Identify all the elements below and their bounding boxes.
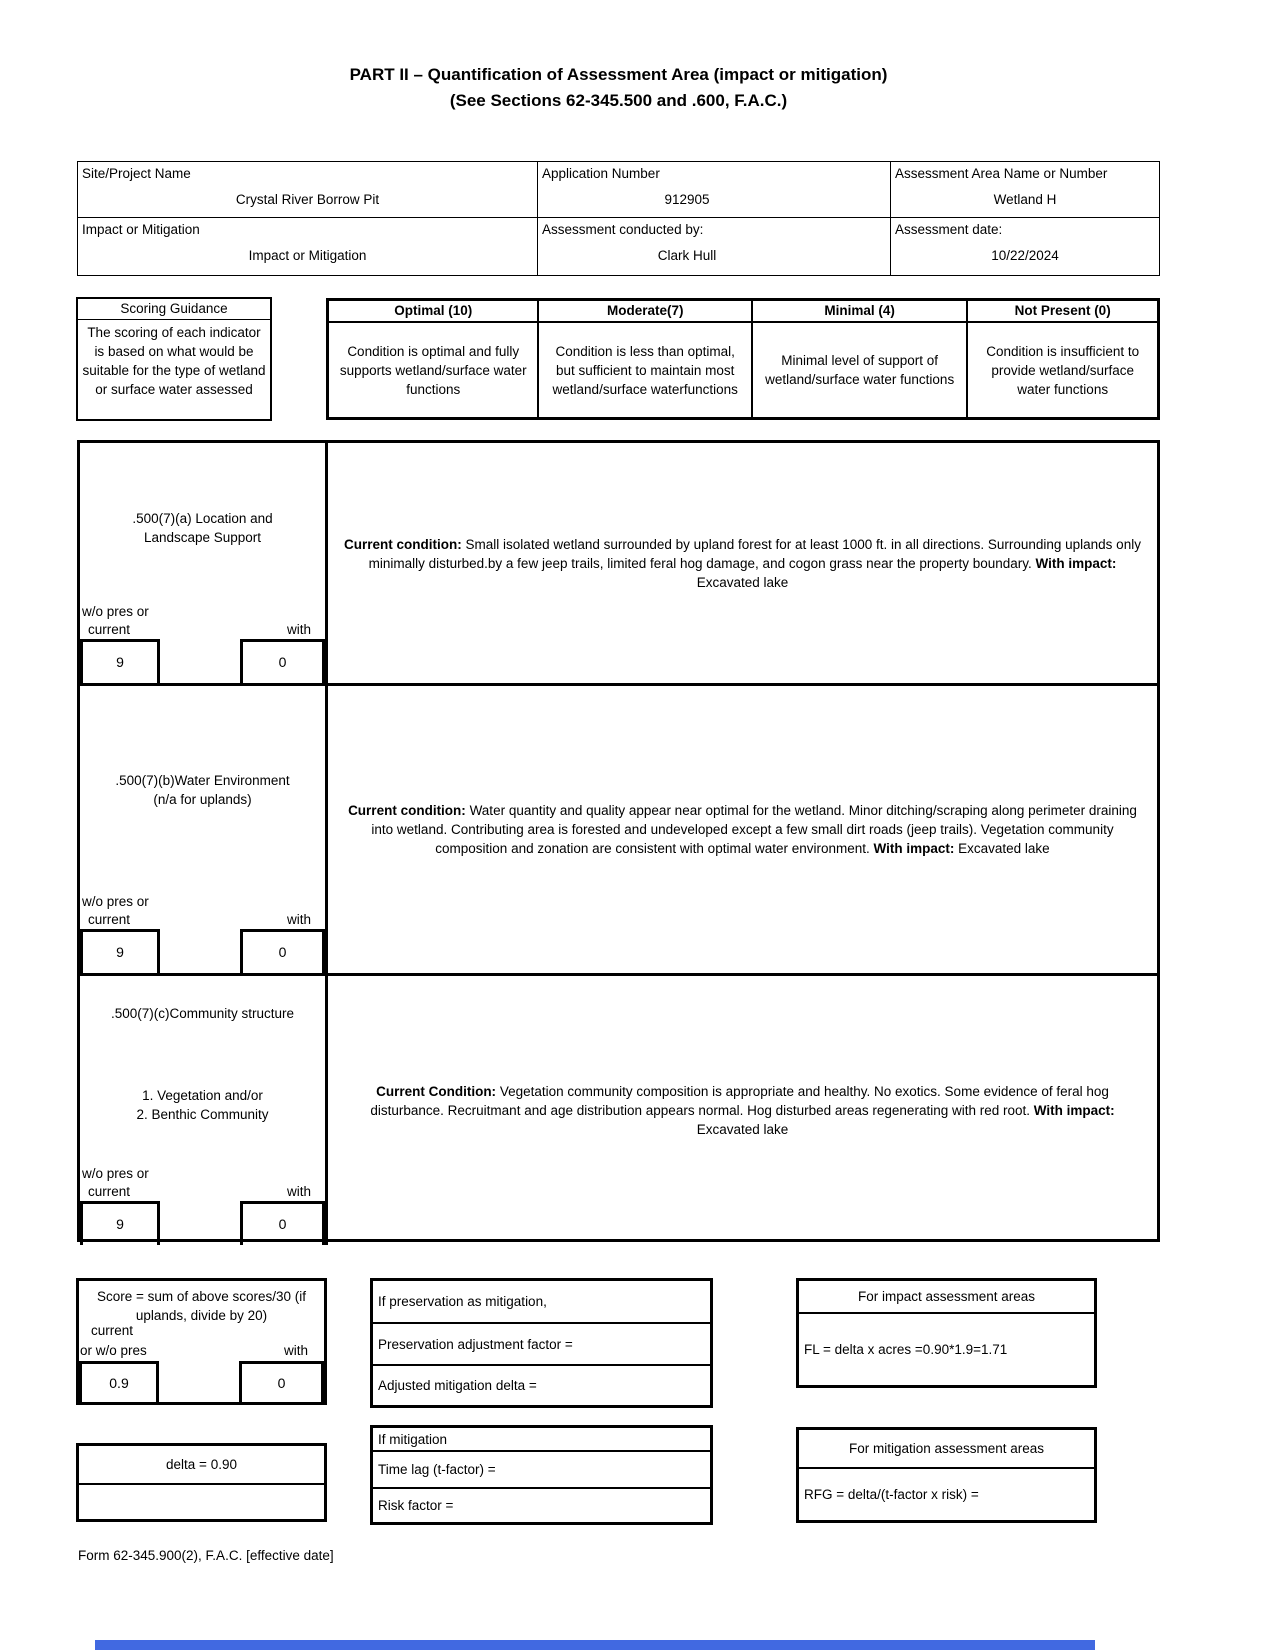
adjusted-delta-cell [373,1364,710,1405]
row-c-sub-line2: 2. Benthic Community [136,1107,269,1122]
row-c-with-score: 0 [278,1216,287,1232]
score-with-label: with [283,1343,308,1358]
row-c-indicator-cell [80,976,328,1245]
row-a-wo-pres-label: w/o pres or [82,604,149,619]
minimal-column [753,301,968,417]
row-c-sub-line1: 1. Vegetation and/or [142,1088,263,1103]
scoring-guidance-title: Scoring Guidance [78,299,270,320]
row-a-current-condition-label: Current condition: [344,536,462,552]
rfg-formula: RFG = delta/(t-factor x risk) = [804,1487,979,1502]
row-c-current-score: 9 [116,1216,124,1232]
row-location-landscape [80,443,1157,686]
bottom-scrollbar[interactable] [95,1640,1095,1650]
impact-areas-header-cell [799,1281,1094,1312]
row-a-with-score-field [240,639,325,683]
delta-value: delta = 0.90 [166,1457,237,1472]
row-b-condition-text [338,801,1147,858]
score-current-field [79,1361,159,1402]
row-b-condition-cell [328,686,1157,973]
row-c-wo-pres-label: w/o pres or [82,1166,149,1181]
row-water-environment [80,686,1157,976]
assessment-date-label: Assessment date: [895,222,1003,237]
application-number-cell [538,162,891,217]
row-b-current-condition-body: Water quantity and quality appear near optimal for the wetland. Minor ditching/scraping along perimeter draining into wetland. Contributing area is forested and undeveloped except a few small dirt roads (jeep trails). Vegetation community composition and zonation are consistent with optimal water environment. [371,803,1137,856]
row-b-with-impact-label: With impact: [873,841,955,856]
row-b-current-score-field [80,929,160,973]
row-b-with-impact-body: Excavated lake [954,841,1050,856]
mitigation-areas-header: For mitigation assessment areas [848,1441,1045,1456]
row-b-wo-pres-label: w/o pres or [82,894,149,909]
scoring-categories-table [326,298,1160,420]
mitigation-areas-box [796,1427,1097,1523]
assessment-area-cell [891,162,1159,217]
row-c-indicator-line1: .500(7)(c)Community structure [110,1006,295,1021]
row-b-indicator-line2: (n/a for uplands) [153,792,252,807]
delta-empty-cell [79,1483,324,1520]
row-c-condition-text [338,1082,1147,1139]
delta-value-cell [79,1446,324,1483]
mitigation-header: If mitigation [378,1431,448,1447]
row-c-condition-cell [328,976,1157,1245]
score-wo-pres-label: or w/o pres [80,1343,147,1358]
preservation-factor-label: Preservation adjustment factor = [378,1336,573,1352]
preservation-header-cell [373,1281,710,1322]
scoring-guidance-box [76,297,272,421]
preservation-factor-cell [373,1322,710,1364]
assessment-date-value: 10/22/2024 [991,248,1059,263]
row-c-current-condition-body: Vegetation community composition is appropriate and healthy. No exotics. Some evidence of feral hog disturbance. Recruitmant and age distribution appears normal. Hog disturbed areas regenerating with red root. [370,1084,1109,1118]
optimal-header: Optimal (10) [329,301,537,323]
row-a-with-impact-label: With impact: [1035,555,1117,571]
row-a-with-impact-body: Excavated lake [696,574,789,590]
time-lag-label: Time lag (t-factor) = [378,1462,496,1477]
score-formula: Score = sum of above scores/30 (if uplands, divide by 20) [97,1289,306,1323]
row-c-with-impact-label: With impact: [1033,1103,1115,1118]
delta-box [76,1443,327,1522]
risk-factor-label: Risk factor = [378,1498,454,1513]
application-number-label: Application Number [542,166,660,181]
optimal-column [329,301,539,417]
score-current-value: 0.9 [109,1374,129,1391]
project-info-table [77,161,1160,276]
site-project-label: Site/Project Name [82,166,191,181]
row-a-indicator-cell [80,443,328,683]
conducted-by-value: Clark Hull [657,248,717,263]
row-b-indicator-cell [80,686,328,973]
preservation-header: If preservation as mitigation, [378,1294,547,1309]
impact-mitigation-value: Impact or Mitigation [248,248,367,263]
row-c-current-score-field [80,1201,160,1245]
minimal-description: Minimal level of support of wetland/surface water functions [765,353,955,387]
conducted-by-label: Assessment conducted by: [542,222,704,237]
site-project-cell [78,162,538,217]
scoring-guidance-text: The scoring of each indicator is based on what would be suitable for the type of wetland or surface water assessed [82,325,266,397]
assessment-area-value: Wetland H [993,192,1057,207]
row-a-condition-text [338,535,1147,592]
form-number-footer: Form 62-345.900(2), F.A.C. [effective date] [78,1548,334,1563]
row-a-indicator-line1: .500(7)(a) Location and [132,511,273,526]
row-c-current-condition-label: Current Condition: [376,1084,497,1099]
page-subtitle: (See Sections 62-345.500 and .600, F.A.C.) [449,91,788,110]
score-summary-box [76,1278,327,1405]
row-a-with-label: with [286,622,311,637]
moderate-header: Moderate(7) [539,301,750,323]
impact-areas-box [796,1278,1097,1388]
row-b-with-label: with [286,912,311,927]
row-c-with-score-field [240,1201,325,1245]
fl-formula: FL = delta x acres =0.90*1.9=1.71 [804,1342,1008,1357]
rfg-formula-cell [799,1467,1094,1520]
row-a-indicator-line2: Landscape Support [143,530,262,545]
not-present-column [968,301,1157,417]
conducted-by-cell [538,218,891,276]
impact-mitigation-label: Impact or Mitigation [82,222,200,237]
row-a-current-condition-body: Small isolated wetland surrounded by upland forest for at least 1000 ft. in all directions. Surrounding uplands only minimally disturbed.by a few jeep trails, limited feral hog damage, and cogon grass near the property boundary. [368,536,1141,571]
row-b-with-score: 0 [278,944,287,960]
mitigation-header-cell [373,1428,710,1450]
impact-mitigation-cell [78,218,538,276]
assessment-table [77,440,1160,1242]
adjusted-delta-label: Adjusted mitigation delta = [378,1378,537,1393]
row-a-condition-cell [328,443,1157,683]
time-lag-cell [373,1450,710,1487]
score-with-field [239,1361,324,1402]
page-title: PART II – Quantification of Assessment Area (impact or mitigation) [349,65,888,84]
row-a-with-score: 0 [278,654,287,670]
site-project-value: Crystal River Borrow Pit [235,192,380,207]
mitigation-box [370,1425,713,1525]
row-a-current-label: current [88,622,131,637]
minimal-header: Minimal (4) [753,301,966,323]
row-b-current-label: current [88,912,131,927]
application-number-value: 912905 [664,192,710,207]
not-present-description: Condition is insufficient to provide wetland/surface water functions [986,343,1140,397]
row-c-with-impact-body: Excavated lake [696,1122,789,1137]
score-with-value: 0 [277,1374,286,1391]
project-info-row-2 [78,218,1159,276]
row-b-current-condition-label: Current condition: [348,803,466,818]
row-c-with-label: with [286,1184,311,1199]
not-present-header: Not Present (0) [968,301,1157,323]
row-c-current-label: current [88,1184,131,1199]
preservation-box [370,1278,713,1408]
assessment-date-cell [891,218,1159,276]
score-current-label: current [91,1323,134,1338]
moderate-column [539,301,752,417]
row-a-current-score: 9 [116,654,124,670]
assessment-area-label: Assessment Area Name or Number [895,166,1108,181]
fl-formula-cell [799,1312,1094,1385]
row-community-structure [80,976,1157,1245]
optimal-description: Condition is optimal and fully supports wetland/surface water functions [339,343,527,397]
project-info-row-1 [78,162,1159,218]
impact-areas-header: For impact assessment areas [857,1289,1036,1304]
risk-factor-cell [373,1487,710,1522]
mitigation-areas-header-cell [799,1430,1094,1467]
row-b-current-score: 9 [116,944,124,960]
moderate-description: Condition is less than optimal, but sufficient to maintain most wetland/surface waterfunctions [552,343,738,397]
row-a-current-score-field [80,639,160,683]
row-b-with-score-field [240,929,325,973]
row-b-indicator-line1: .500(7)(b)Water Environment [115,773,290,788]
